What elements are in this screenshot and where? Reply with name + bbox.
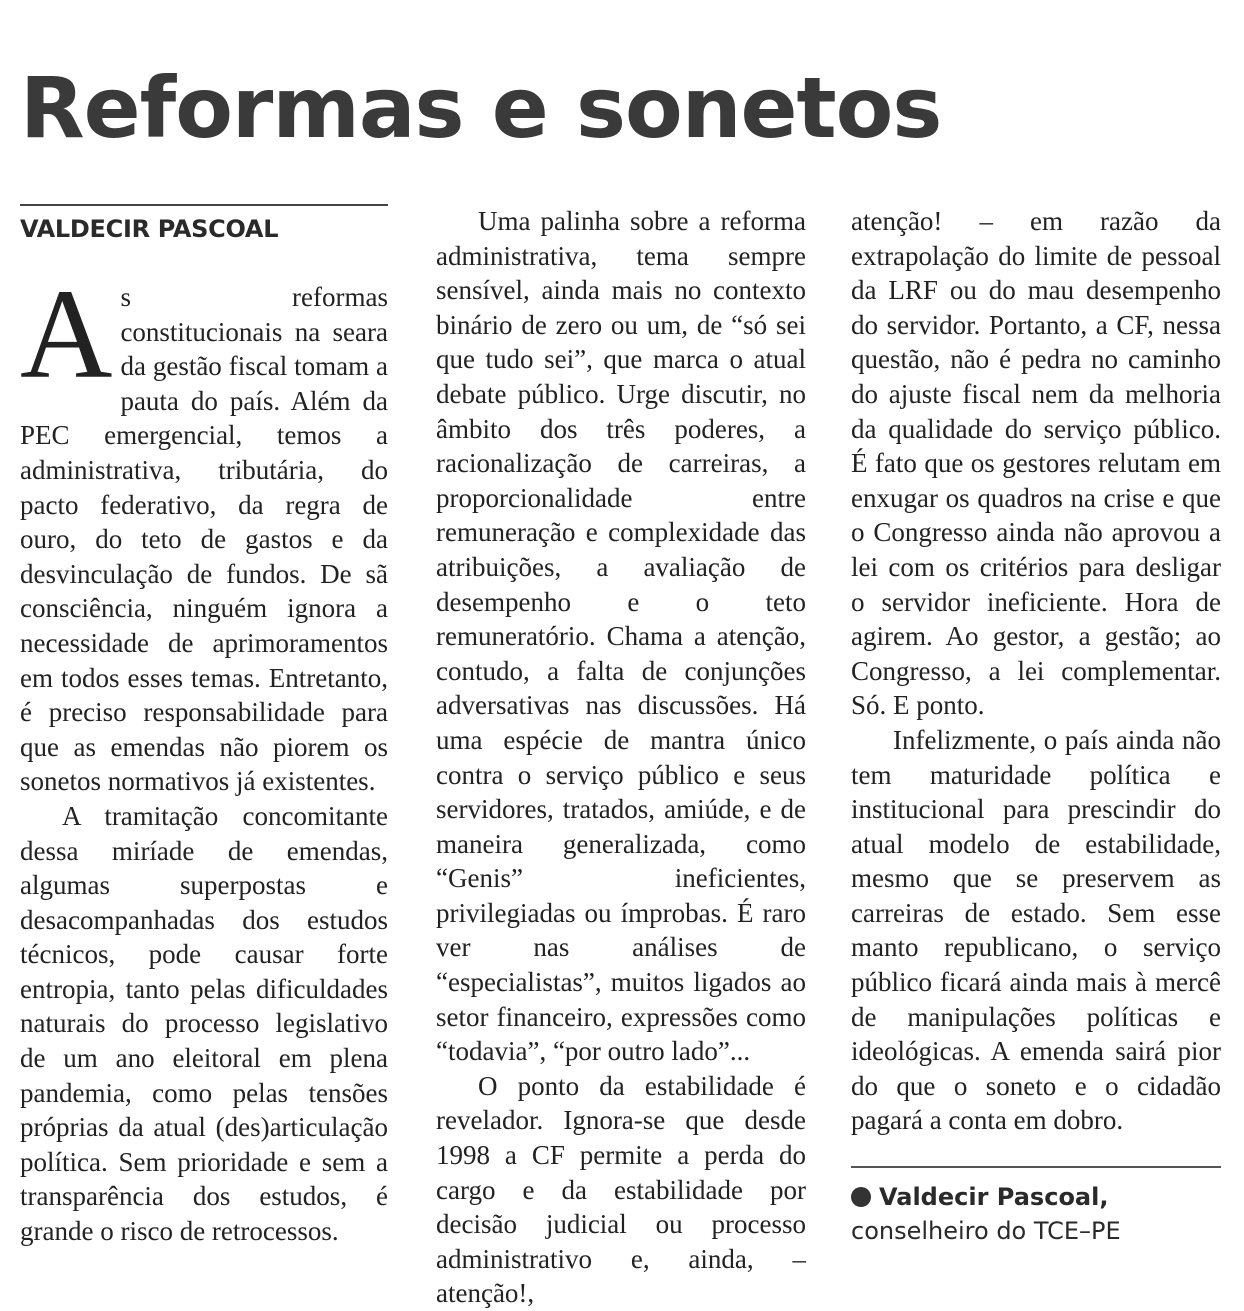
bullet-icon	[851, 1187, 871, 1207]
paragraph-1-text: s reformas constitucionais na seara da gestão fiscal tomam a pauta do país. Além da PEC emergencial, temos a administrativa, tributária, do pacto federativo, da regra de ouro, do teto de gastos e da desvinculação de fundos. De sã consciência, ninguém ignora a necessidade de aprimoramentos em todos esses temas. Entretanto, é preciso responsabilidade para que as emendas não piorem os sonetos normativos já existentes.	[20, 282, 388, 797]
article-headline: Reformas e sonetos	[20, 59, 942, 157]
signature-role: conselheiro do TCE–PE	[851, 1217, 1121, 1246]
paragraph-2: A tramitação concomitante dessa miríade de emendas, algumas superpostas e desacompanhadas dos estudos técnicos, pode causar forte entropia, tanto pelas dificuldades naturais do processo legislativo de um ano eleitoral em plena pandemia, como pelas tensões próprias da atual (des)articulação política. Sem prioridade e sem a transparência dos estudos, é grande o risco de retrocessos.	[20, 800, 388, 1247]
paragraph-1	[20, 263, 388, 799]
paragraph-4-start: O ponto da estabilidade é revelador. Ignora-se que desde 1998 a CF permite a perda do cargo e da estabilidade por decisão judicial ou processo administrativo e, ainda, – atenção!,	[436, 1070, 806, 1309]
paragraph-4-continued: atenção! – em razão da extrapolação do limite de pessoal da LRF ou do mau desempenho do servidor. Portanto, a CF, nessa questão, não é pedra no caminho do ajuste fiscal nem da melhoria da qualidade do serviço público. É fato que os gestores relutam em enxugar os quadros na crise e que o Congresso ainda não aprovou a lei com os critérios para desligar o servidor ineficiente. Hora de agirem. Ao gestor, a gestão; ao Congresso, a lei complementar. Só. E ponto.	[851, 206, 1221, 721]
drop-cap: A	[20, 263, 113, 405]
article-column-3	[851, 204, 1221, 1248]
author-signature	[851, 1180, 1221, 1248]
author-byline: VALDECIR PASCOAL	[20, 215, 279, 243]
signature-name: Valdecir Pascoal,	[879, 1183, 1109, 1212]
paragraph-3: Uma palinha sobre a reforma administrativa, tema sempre sensível, ainda mais no contexto binário de zero ou um, de “só sei que tudo sei”, que marca o atual debate público. Urge discutir, no âmbito dos três poderes, a racionalização de carreiras, a proporcionalidade entre remuneração e complexidade das atribuições, a avaliação de desempenho e o teto remuneratório. Chama a atenção, contudo, a falta de conjunções adversativas nas discussões. Há uma espécie de mantra único contra o serviço público e seus servidores, tratados, amiúde, e de maneira generalizada, como “Genis” ineficientes, privilegiadas ou ímprobas. É raro ver nas análises de “especialistas”, muitos ligados ao setor financeiro, expressões como “todavia”, “por outro lado”...	[436, 206, 806, 1067]
article-column-2	[436, 204, 806, 1311]
signature-rule	[851, 1166, 1221, 1168]
article-column-1	[20, 204, 388, 1249]
paragraph-5: Infelizmente, o país ainda não tem maturidade política e institucional para prescindir do atual modelo de estabilidade, mesmo que se preservem as carreiras de estado. Sem esse manto republicano, o serviço público ficará ainda mais à mercê de manipulações políticas e ideológicas. A emenda sairá pior do que o soneto e o cidadão pagará a conta em dobro.	[851, 724, 1221, 1136]
byline-rule	[20, 204, 388, 206]
